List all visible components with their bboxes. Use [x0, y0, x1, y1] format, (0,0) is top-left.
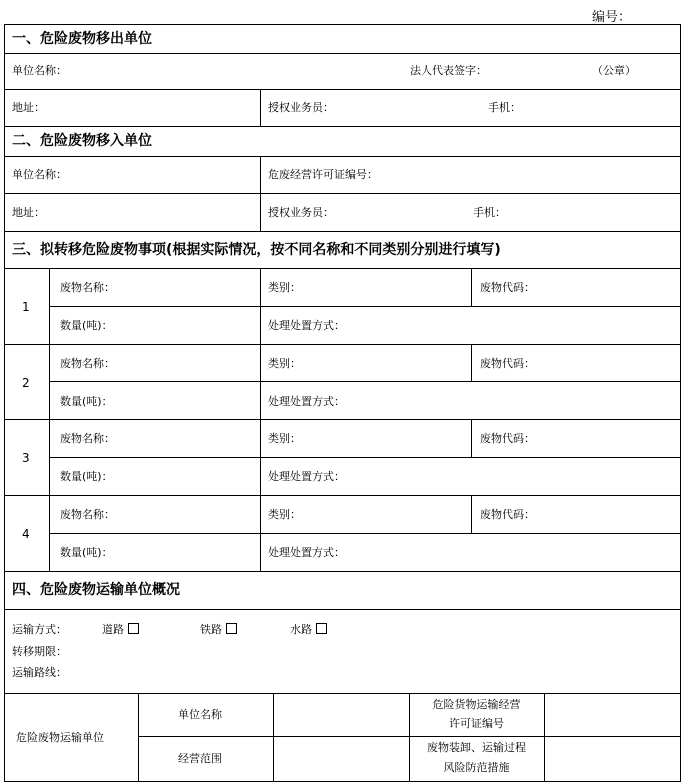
- s1-address-label: 地址：: [12, 101, 45, 114]
- category-label: 类别：: [268, 508, 301, 521]
- s2-phone-label: 手机：: [473, 206, 506, 219]
- risk-measures-label-line2: 风险防范措施: [443, 761, 510, 774]
- s1-agent-label: 授权业务员：: [268, 101, 334, 114]
- s2-agent-label: 授权业务员：: [268, 206, 334, 219]
- quantity-label: 数量(吨)：: [60, 395, 113, 408]
- waste-name-label: 废物名称：: [60, 508, 115, 521]
- s1-seal-label: （公章）: [592, 64, 636, 77]
- carrier-unit-name-label: 单位名称: [178, 708, 222, 721]
- rail-option[interactable]: [200, 623, 237, 637]
- period-label: 转移期限：: [12, 645, 67, 658]
- section-4-title: 四、危险废物运输单位概况: [12, 582, 180, 598]
- waste-row-number: 3: [22, 451, 30, 465]
- quantity-label: 数量(吨)：: [60, 546, 113, 559]
- s1-legal-rep-label: 法人代表签字：: [410, 64, 487, 77]
- water-label: 水路: [290, 623, 312, 636]
- disposal-label: 处理处置方式：: [268, 470, 345, 483]
- disposal-label: 处理处置方式：: [268, 319, 345, 332]
- waste-row-number: 2: [22, 376, 30, 390]
- category-label: 类别：: [268, 432, 301, 445]
- rail-label: 铁路: [200, 623, 222, 636]
- transport-license-label-line2: 许可证编号: [449, 717, 504, 730]
- s2-unit-name-label: 单位名称：: [12, 168, 67, 181]
- waste-code-label: 废物代码：: [480, 432, 535, 445]
- s1-phone-label: 手机：: [488, 101, 521, 114]
- transport-mode-label: 运输方式：: [12, 623, 67, 636]
- scope-label: 经营范围: [178, 752, 222, 765]
- section-3-title: 三、拟转移危险废物事项(根据实际情况，按不同名称和不同类别分别进行填写): [12, 242, 501, 258]
- rail-checkbox-icon[interactable]: [226, 623, 237, 634]
- waste-code-label: 废物代码：: [480, 357, 535, 370]
- carrier-label: 危险废物运输单位: [16, 731, 104, 744]
- waste-row-number: 4: [22, 527, 30, 541]
- section-2-title: 二、危险废物移入单位: [12, 133, 152, 149]
- waste-code-label: 废物代码：: [480, 508, 535, 521]
- category-label: 类别：: [268, 357, 301, 370]
- waste-name-label: 废物名称：: [60, 432, 115, 445]
- road-checkbox-icon[interactable]: [128, 623, 139, 634]
- disposal-label: 处理处置方式：: [268, 546, 345, 559]
- waste-row-number: 1: [22, 300, 30, 314]
- category-label: 类别：: [268, 281, 301, 294]
- section-1-title: 一、危险废物移出单位: [12, 31, 152, 47]
- quantity-label: 数量(吨)：: [60, 470, 113, 483]
- waste-name-label: 废物名称：: [60, 281, 115, 294]
- waste-name-label: 废物名称：: [60, 357, 115, 370]
- road-label: 道路: [102, 623, 124, 636]
- doc-number-label: 编号：: [592, 10, 632, 25]
- route-label: 运输路线：: [12, 666, 67, 679]
- transport-license-label-line1: 危险货物运输经营: [432, 698, 521, 711]
- s2-address-label: 地址：: [12, 206, 45, 219]
- disposal-label: 处理处置方式：: [268, 395, 345, 408]
- s2-license-label: 危废经营许可证编号：: [268, 168, 378, 181]
- water-option[interactable]: [290, 623, 327, 637]
- s1-unit-name-label: 单位名称：: [12, 64, 67, 77]
- quantity-label: 数量(吨)：: [60, 319, 113, 332]
- road-option[interactable]: [102, 623, 139, 637]
- risk-measures-label-line1: 废物装卸、运输过程: [427, 741, 526, 754]
- water-checkbox-icon[interactable]: [316, 623, 327, 634]
- waste-code-label: 废物代码：: [480, 281, 535, 294]
